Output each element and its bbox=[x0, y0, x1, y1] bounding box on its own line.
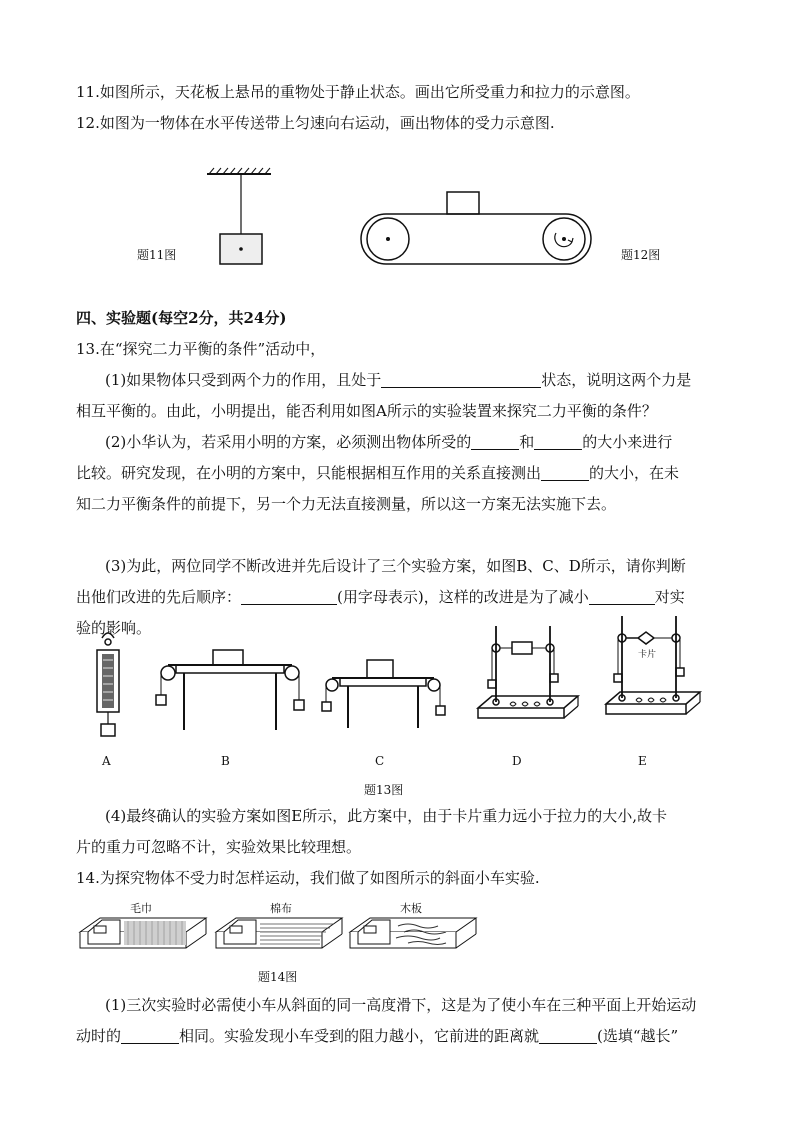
section-4-heading: 四、实验题(每空2分，共24分) bbox=[76, 309, 287, 327]
question-14-part-1: (1)三次实验时必需使小车从斜面的同一高度滑下，这是为了使小车在三种平面上开始运动 bbox=[105, 996, 697, 1014]
answer-blank-4[interactable] bbox=[541, 464, 589, 481]
question-13-part-3: (3)为此，两位同学不断改进并先后设计了三个实验方案，如图B、C、D所示，请你判断 bbox=[105, 557, 686, 575]
figure-13-label-b: B bbox=[221, 754, 230, 768]
figure-13-c-table bbox=[322, 660, 444, 730]
answer-blank-5[interactable] bbox=[241, 588, 337, 605]
figure-13-label-a: A bbox=[102, 754, 111, 768]
figure-13-b-table bbox=[158, 650, 308, 732]
question-13-part-3-cont: 出他们改进的先后顺序： (用字母表示)，这样的改进是为了减小 对实 bbox=[76, 588, 685, 606]
question-13-part-2-end: 知二力平衡条件的前提下，另一个力无法直接测量，所以这一方案无法实施下去。 bbox=[76, 495, 617, 513]
answer-blank-8[interactable] bbox=[539, 1027, 597, 1044]
figure-14-label-towel: 毛巾 bbox=[130, 902, 152, 915]
question-14-intro: 14.为探究物体不受力时怎样运动，我们做了如图所示的斜面小车实验. bbox=[76, 869, 540, 887]
answer-blank-7[interactable] bbox=[121, 1027, 179, 1044]
figure-13-card-label: 卡片 bbox=[638, 650, 657, 660]
figure-13-e-stand bbox=[602, 612, 702, 724]
question-13-part-3-end: 验的影响。 bbox=[76, 619, 152, 637]
figure-13-label-c: C bbox=[375, 754, 385, 768]
figure-14-label-cotton: 棉布 bbox=[270, 902, 292, 915]
question-13-intro: 13.在“探究二力平衡的条件”活动中， bbox=[76, 340, 326, 358]
figure-14-label-wood: 木板 bbox=[400, 902, 422, 915]
question-13-part-4: (4)最终确认的实验方案如图E所示，此方案中，由于卡片重力远小于拉力的大小,故卡 bbox=[105, 807, 667, 825]
figure-12-caption: 题12图 bbox=[621, 248, 661, 262]
figure-14-caption: 题14图 bbox=[258, 970, 298, 984]
question-13-part-2-cont: 比较。研究发现，在小明的方案中，只能根据相互作用的关系直接测出 的大小，在未 bbox=[76, 464, 680, 482]
question-14-part-1-cont: 动时的 相同。实验发现小车受到的阻力越小，它前进的距离就 (选填“越长” bbox=[76, 1027, 679, 1045]
answer-blank-1[interactable] bbox=[381, 371, 541, 388]
figure-13-d-stand bbox=[474, 622, 580, 730]
question-13-part-2: (2)小华认为，若采用小明的方案，必须测出物体所受的 和 的大小来进行 bbox=[105, 433, 673, 451]
question-13-part-4-cont: 片的重力可忽略不计，实验效果比较理想。 bbox=[76, 838, 362, 856]
figure-13-label-e: E bbox=[638, 754, 647, 768]
figure-12 bbox=[360, 190, 620, 270]
figure-13-a-spring-scale bbox=[88, 628, 128, 740]
question-13-part-1: (1)如果物体只受到两个力的作用，且处于 状态，说明这两个力是 bbox=[105, 371, 692, 389]
figure-11-caption: 题11图 bbox=[137, 248, 177, 262]
answer-blank-3[interactable] bbox=[534, 433, 582, 450]
question-11: 11.如图所示，天花板上悬吊的重物处于静止状态。画出它所受重力和拉力的示意图。 bbox=[76, 83, 640, 101]
answer-blank-6[interactable] bbox=[589, 588, 655, 605]
question-12: 12.如图为一物体在水平传送带上匀速向右运动，画出物体的受力示意图. bbox=[76, 114, 555, 132]
figure-13-caption: 题13图 bbox=[364, 783, 404, 797]
question-13-part-1-cont: 相互平衡的。由此，小明提出，能否利用如图A所示的实验装置来探究二力平衡的条件？ bbox=[76, 402, 657, 420]
figure-13-label-d: D bbox=[512, 754, 522, 768]
figure-11 bbox=[205, 168, 275, 268]
answer-blank-2[interactable] bbox=[471, 433, 519, 450]
